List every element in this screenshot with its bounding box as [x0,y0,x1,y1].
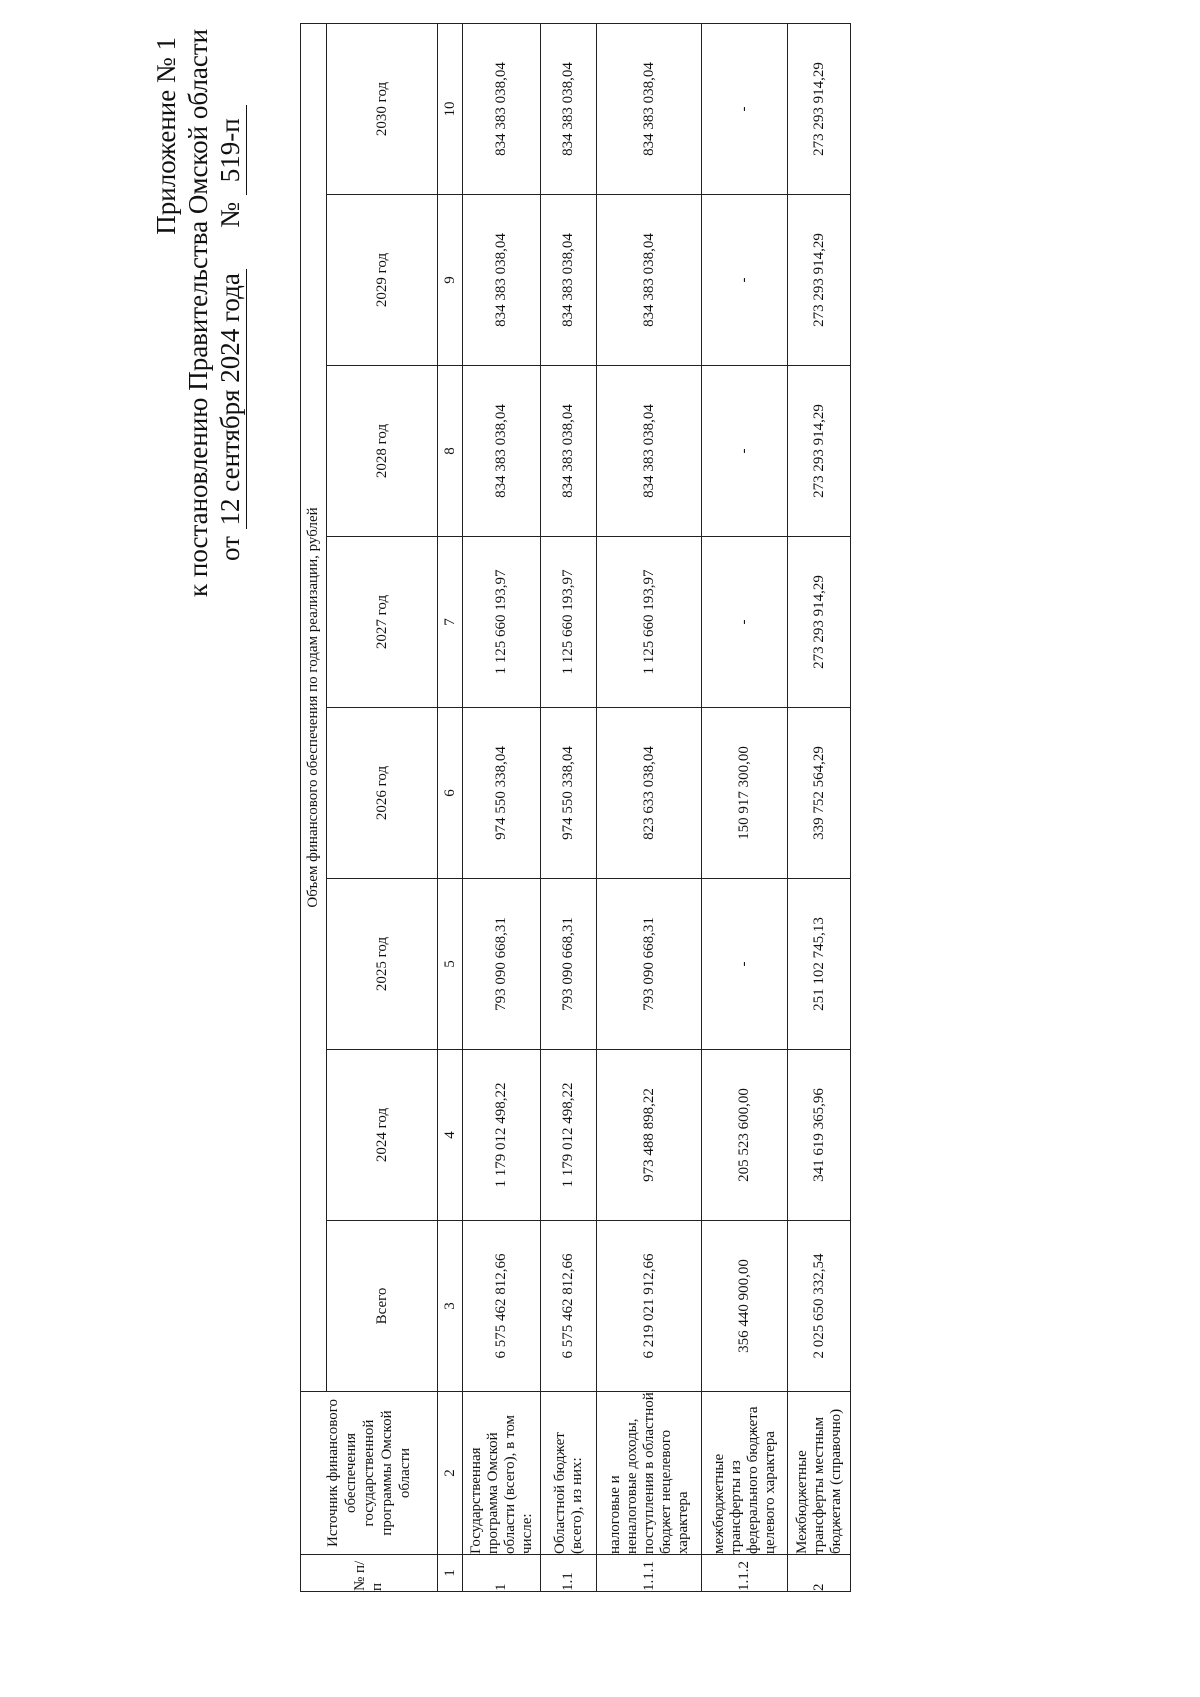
column-header-total: Всего [327,1221,438,1392]
column-header-number: № п/п [301,1555,438,1592]
column-header-year: 2027 год [327,537,438,708]
column-index: 8 [438,366,463,537]
cell-value: 834 383 038,04 [541,366,597,537]
cell-value: 1 179 012 498,22 [463,1050,541,1221]
column-header-year: 2026 год [327,708,438,879]
cell-value: 834 383 038,04 [597,366,702,537]
row-label: Государственная программа Омской области (всего), в том числе: [463,1392,541,1555]
cell-value: 273 293 914,29 [788,23,851,194]
cell-value: 793 090 668,31 [541,879,597,1050]
column-index: 3 [438,1221,463,1392]
cell-value: 793 090 668,31 [463,879,541,1050]
cell-value: 273 293 914,29 [788,195,851,366]
row-number: 1.1.1 [597,1555,702,1592]
column-header-source: Источник финансового обеспечения государственной программы Омской области [301,1392,438,1555]
table-row [463,23,541,1591]
cell-value: 1 125 660 193,97 [597,537,702,708]
cell-value: - [702,195,788,366]
cell-total: 2 025 650 332,54 [788,1221,851,1392]
resolution-date: 12 сентября 2024 года [214,269,247,529]
column-index: 5 [438,879,463,1050]
column-index: 10 [438,23,463,194]
cell-value: 834 383 038,04 [463,195,541,366]
cell-value: 205 523 600,00 [702,1050,788,1221]
column-index-row [438,23,463,1591]
number-prefix: № [215,202,245,228]
column-header-year: 2029 год [327,195,438,366]
appendix-title: Приложение № 1 [151,37,181,235]
table-row [597,23,702,1591]
resolution-date-line [214,37,247,597]
column-index: 2 [438,1392,463,1555]
cell-value: 341 619 365,96 [788,1050,851,1221]
cell-value: - [702,366,788,537]
cell-value: 834 383 038,04 [463,366,541,537]
cell-total: 6 575 462 812,66 [463,1221,541,1392]
cell-value: 834 383 038,04 [463,23,541,194]
financing-table [300,23,851,1592]
cell-value: 834 383 038,04 [541,23,597,194]
row-label: Межбюджетные трансферты местным бюджетам (справочно) [788,1392,851,1555]
document-header [150,28,247,597]
cell-value: 834 383 038,04 [541,195,597,366]
row-label: Областной бюджет (всего), из них: [541,1392,597,1555]
column-header-year: 2028 год [327,366,438,537]
row-label: межбюджетные трансферты из федерального бюджета целевого характера [702,1392,788,1555]
cell-value: 974 550 338,04 [463,708,541,879]
cell-value: - [702,537,788,708]
cell-value: 834 383 038,04 [597,195,702,366]
column-header-year: 2025 год [327,879,438,1050]
column-index: 6 [438,708,463,879]
cell-value: 973 488 898,22 [597,1050,702,1221]
resolution-reference: к постановлению Правительства Омской области [183,28,213,597]
cell-value: 1 179 012 498,22 [541,1050,597,1221]
cell-value: 150 917 300,00 [702,708,788,879]
cell-value: 823 633 038,04 [597,708,702,879]
table-row [541,23,597,1591]
table-row [702,23,788,1591]
row-label: налоговые и неналоговые доходы, поступления в областной бюджет нецелевого характера [597,1392,702,1555]
cell-value: 834 383 038,04 [597,23,702,194]
column-header-year: 2030 год [327,23,438,194]
cell-value: 1 125 660 193,97 [541,537,597,708]
column-index: 4 [438,1050,463,1221]
row-number: 1.1.2 [702,1555,788,1592]
cell-value: 974 550 338,04 [541,708,597,879]
cell-total: 356 440 900,00 [702,1221,788,1392]
column-index: 9 [438,195,463,366]
cell-total: 6 575 462 812,66 [541,1221,597,1392]
cell-value: 1 125 660 193,97 [463,537,541,708]
cell-value: 339 752 564,29 [788,708,851,879]
column-header-year: 2024 год [327,1050,438,1221]
cell-value: 273 293 914,29 [788,537,851,708]
date-prefix: от [215,536,245,561]
cell-value: - [702,23,788,194]
cell-value: 793 090 668,31 [597,879,702,1050]
column-group-header: Объем финансового обеспечения по годам реализации, рублей [301,23,327,1391]
cell-total: 6 219 021 912,66 [597,1221,702,1392]
cell-value: - [702,879,788,1050]
cell-value: 251 102 745,13 [788,879,851,1050]
resolution-number: 519-п [214,105,247,195]
row-number: 1.1 [541,1555,597,1592]
row-number: 2 [788,1555,851,1592]
row-number: 1 [463,1555,541,1592]
table-row [788,23,851,1591]
column-index: 1 [438,1555,463,1592]
column-index: 7 [438,537,463,708]
cell-value: 273 293 914,29 [788,366,851,537]
